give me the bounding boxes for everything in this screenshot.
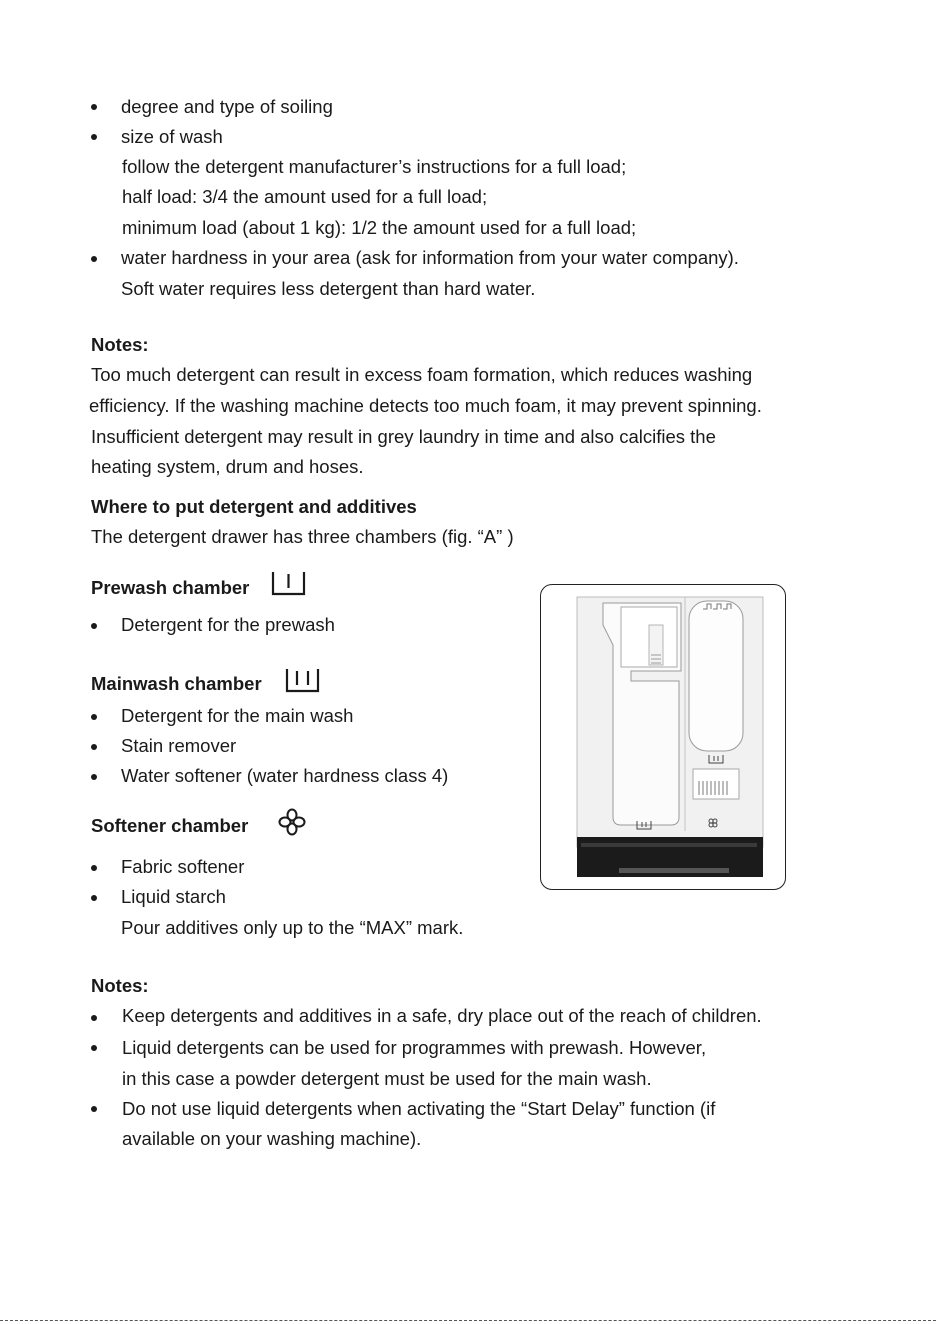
size-line: follow the detergent manufacturer’s instructions for a full load; xyxy=(122,156,627,177)
notes-line: Too much detergent can result in excess foam formation, which reduces washing xyxy=(91,364,753,385)
bullet-dot xyxy=(91,895,97,901)
size-line: half load: 3/4 the amount used for a full load; xyxy=(122,186,488,207)
bullet-dot xyxy=(91,104,97,110)
bullet-dot xyxy=(91,1106,97,1112)
prewash-heading: Prewash chamber xyxy=(91,577,250,598)
list-item: Detergent for the prewash xyxy=(121,614,335,635)
softener-heading: Softener chamber xyxy=(91,815,249,836)
bullet-dot xyxy=(91,744,97,750)
list-item: Fabric softener xyxy=(121,856,245,877)
bullet-dot xyxy=(91,256,97,262)
list-item: Detergent for the main wash xyxy=(121,705,354,726)
max-mark-note: Pour additives only up to the “MAX” mark. xyxy=(121,917,464,938)
bullet-dot xyxy=(91,714,97,720)
bullet-dot xyxy=(91,1045,97,1051)
bullet-dot xyxy=(91,623,97,629)
list-item: degree and type of soiling xyxy=(121,96,333,117)
notes-line: efficiency. If the washing machine detects too much foam, it may prevent spinning. xyxy=(89,395,762,416)
notes-heading: Notes: xyxy=(91,975,149,996)
section-heading: Where to put detergent and additives xyxy=(91,496,417,517)
soft-water-note: Soft water requires less detergent than hard water. xyxy=(121,278,536,299)
notes-item-continuation: available on your washing machine). xyxy=(122,1128,422,1149)
bullet-dot xyxy=(91,865,97,871)
notes-item: Do not use liquid detergents when activating the “Start Delay” function (if xyxy=(122,1098,716,1119)
list-item: Water softener (water hardness class 4) xyxy=(121,765,449,786)
notes-item: Liquid detergents can be used for programmes with prewash. However, xyxy=(122,1037,707,1058)
notes-heading: Notes: xyxy=(91,334,149,355)
section-text: The detergent drawer has three chambers (fig. “A” ) xyxy=(91,526,514,547)
bullet-dot xyxy=(91,134,97,140)
page-bottom-divider xyxy=(0,1320,936,1321)
detergent-drawer-illustration xyxy=(540,584,786,890)
bullet-dot xyxy=(91,1015,97,1021)
list-item: Liquid starch xyxy=(121,886,226,907)
notes-line: heating system, drum and hoses. xyxy=(91,456,364,477)
notes-item: Keep detergents and additives in a safe, dry place out of the reach of children. xyxy=(122,1005,762,1026)
mainwash-heading: Mainwash chamber xyxy=(91,673,262,694)
list-item: size of wash xyxy=(121,126,223,147)
list-item: water hardness in your area (ask for information from your water company). xyxy=(121,247,739,268)
notes-line: Insufficient detergent may result in grey laundry in time and also calcifies the xyxy=(91,426,716,447)
notes-item-continuation: in this case a powder detergent must be used for the main wash. xyxy=(122,1068,652,1089)
bullet-dot xyxy=(91,774,97,780)
size-line: minimum load (about 1 kg): 1/2 the amount used for a full load; xyxy=(122,217,637,238)
list-item: Stain remover xyxy=(121,735,237,756)
prewash-chamber-icon xyxy=(271,570,307,596)
flower-softener-icon xyxy=(278,808,306,836)
mainwash-chamber-icon xyxy=(285,667,321,693)
